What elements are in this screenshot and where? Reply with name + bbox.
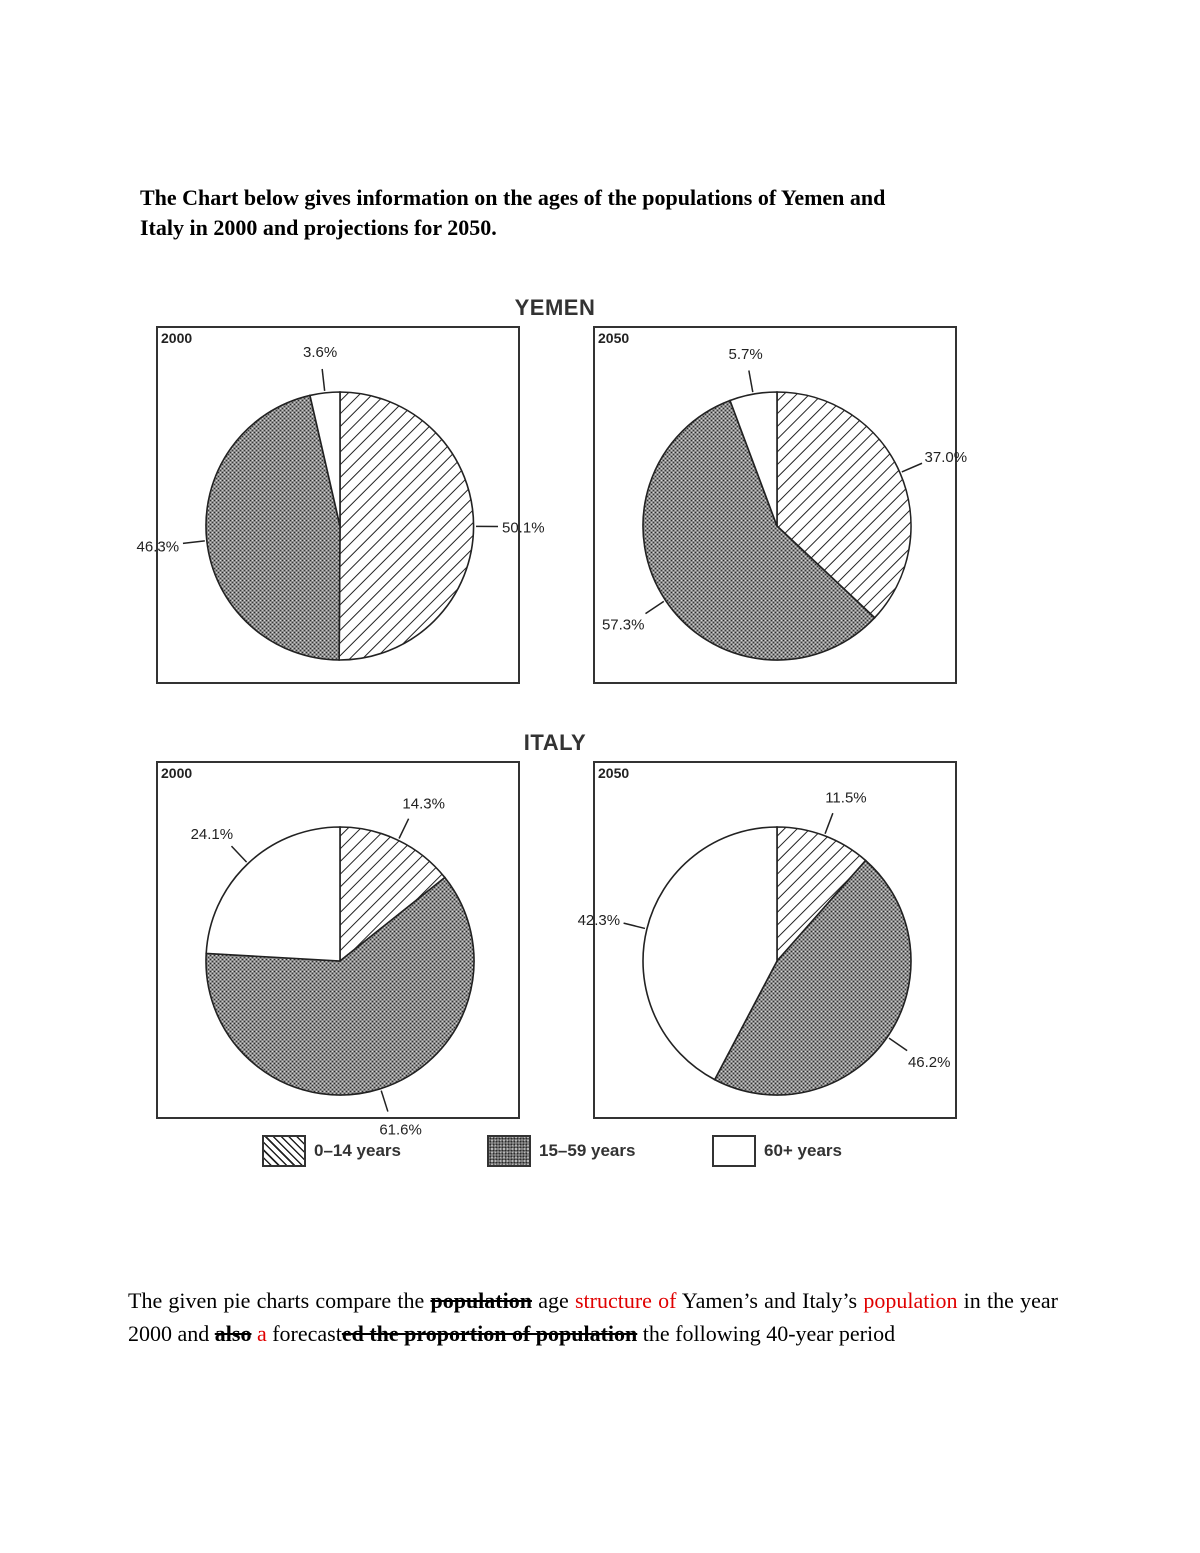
pie-data-label: 61.6% <box>379 1121 422 1139</box>
country-title-italy: ITALY <box>523 730 587 755</box>
pie-chart-italy-2000 <box>158 763 518 1139</box>
pie-chart-yemen-2050 <box>595 328 968 682</box>
answer-segment: Yamen’s and Italy’s <box>676 1288 864 1313</box>
panel-year-label: 2000 <box>161 330 193 346</box>
pie-leader-line <box>231 846 246 862</box>
pie-chart-italy-2050 <box>577 763 955 1117</box>
answer-segment: in the year 2000 and <box>128 1288 1058 1346</box>
pie-leader-line <box>624 923 645 928</box>
pie-panel-yemen-2050 <box>593 326 968 684</box>
answer-segment-inserted: population <box>863 1288 958 1313</box>
pie-leader-line <box>889 1038 907 1050</box>
pie-leader-line <box>645 601 663 613</box>
pie-data-label: 37.0% <box>924 449 968 467</box>
pie-leader-line <box>322 369 324 391</box>
legend-item-60-plus <box>712 1133 842 1169</box>
answer-segment-deleted: also <box>214 1321 252 1346</box>
pie-data-label: 50.1% <box>502 519 545 537</box>
pie-leader-line <box>183 541 205 543</box>
pie-leader-line <box>825 813 833 834</box>
legend-swatch-hatch <box>262 1135 306 1167</box>
pie-data-label: 3.6% <box>303 344 338 362</box>
panel-year-label: 2050 <box>598 765 630 781</box>
panel-year-label: 2000 <box>161 765 193 781</box>
pie-chart-yemen-2000 <box>136 328 545 682</box>
country-title-yemen: YEMEN <box>514 295 596 320</box>
answer-segment: the following 40-year period <box>637 1321 896 1346</box>
legend-swatch-white <box>712 1135 756 1167</box>
answer-segment: forecast <box>266 1321 342 1346</box>
legend-swatch-dots <box>487 1135 531 1167</box>
answer-segment-deleted: population <box>430 1288 532 1313</box>
pie-data-label: 14.3% <box>402 795 445 813</box>
pie-data-label: 46.3% <box>136 538 180 556</box>
pie-data-label: 42.3% <box>577 911 621 929</box>
legend-label: 15–59 years <box>539 1141 636 1160</box>
prompt-line-2: Italy in 2000 and projections for 2050. <box>140 215 497 240</box>
answer-segment-inserted: structure of <box>574 1288 677 1313</box>
legend-item-15-59 <box>487 1133 635 1169</box>
pie-panel-italy-2050 <box>577 761 957 1119</box>
pie-slice-60-plus <box>206 827 340 961</box>
pie-data-label: 57.3% <box>601 616 645 634</box>
pie-data-label: 11.5% <box>825 789 867 807</box>
pie-data-label: 5.7% <box>728 345 763 363</box>
answer-paragraph <box>128 1284 1058 1350</box>
pie-data-label: 24.1% <box>190 826 234 844</box>
pie-slice-0-14 <box>339 392 473 660</box>
answer-segment-inserted: a <box>256 1321 267 1346</box>
pie-leader-line <box>399 819 409 839</box>
prompt-line-1: The Chart below gives information on the ages of the populations of Yemen and <box>140 185 886 210</box>
pie-leader-line <box>902 463 922 472</box>
answer-segment-deleted: ed the proportion of population <box>341 1321 638 1346</box>
panel-year-label: 2050 <box>598 330 630 346</box>
pie-leader-line <box>381 1091 388 1112</box>
prompt-text <box>140 183 1040 243</box>
legend-label: 0–14 years <box>314 1141 401 1160</box>
pie-data-label: 46.2% <box>907 1053 951 1071</box>
answer-segment: age <box>531 1288 575 1313</box>
legend-label: 60+ years <box>764 1141 842 1160</box>
pie-panel-italy-2000 <box>156 761 520 1139</box>
pie-leader-line <box>749 371 753 393</box>
answer-segment: The given pie charts compare the <box>128 1288 431 1313</box>
pie-panel-yemen-2000 <box>136 326 545 684</box>
legend-item-0-14 <box>262 1133 401 1169</box>
